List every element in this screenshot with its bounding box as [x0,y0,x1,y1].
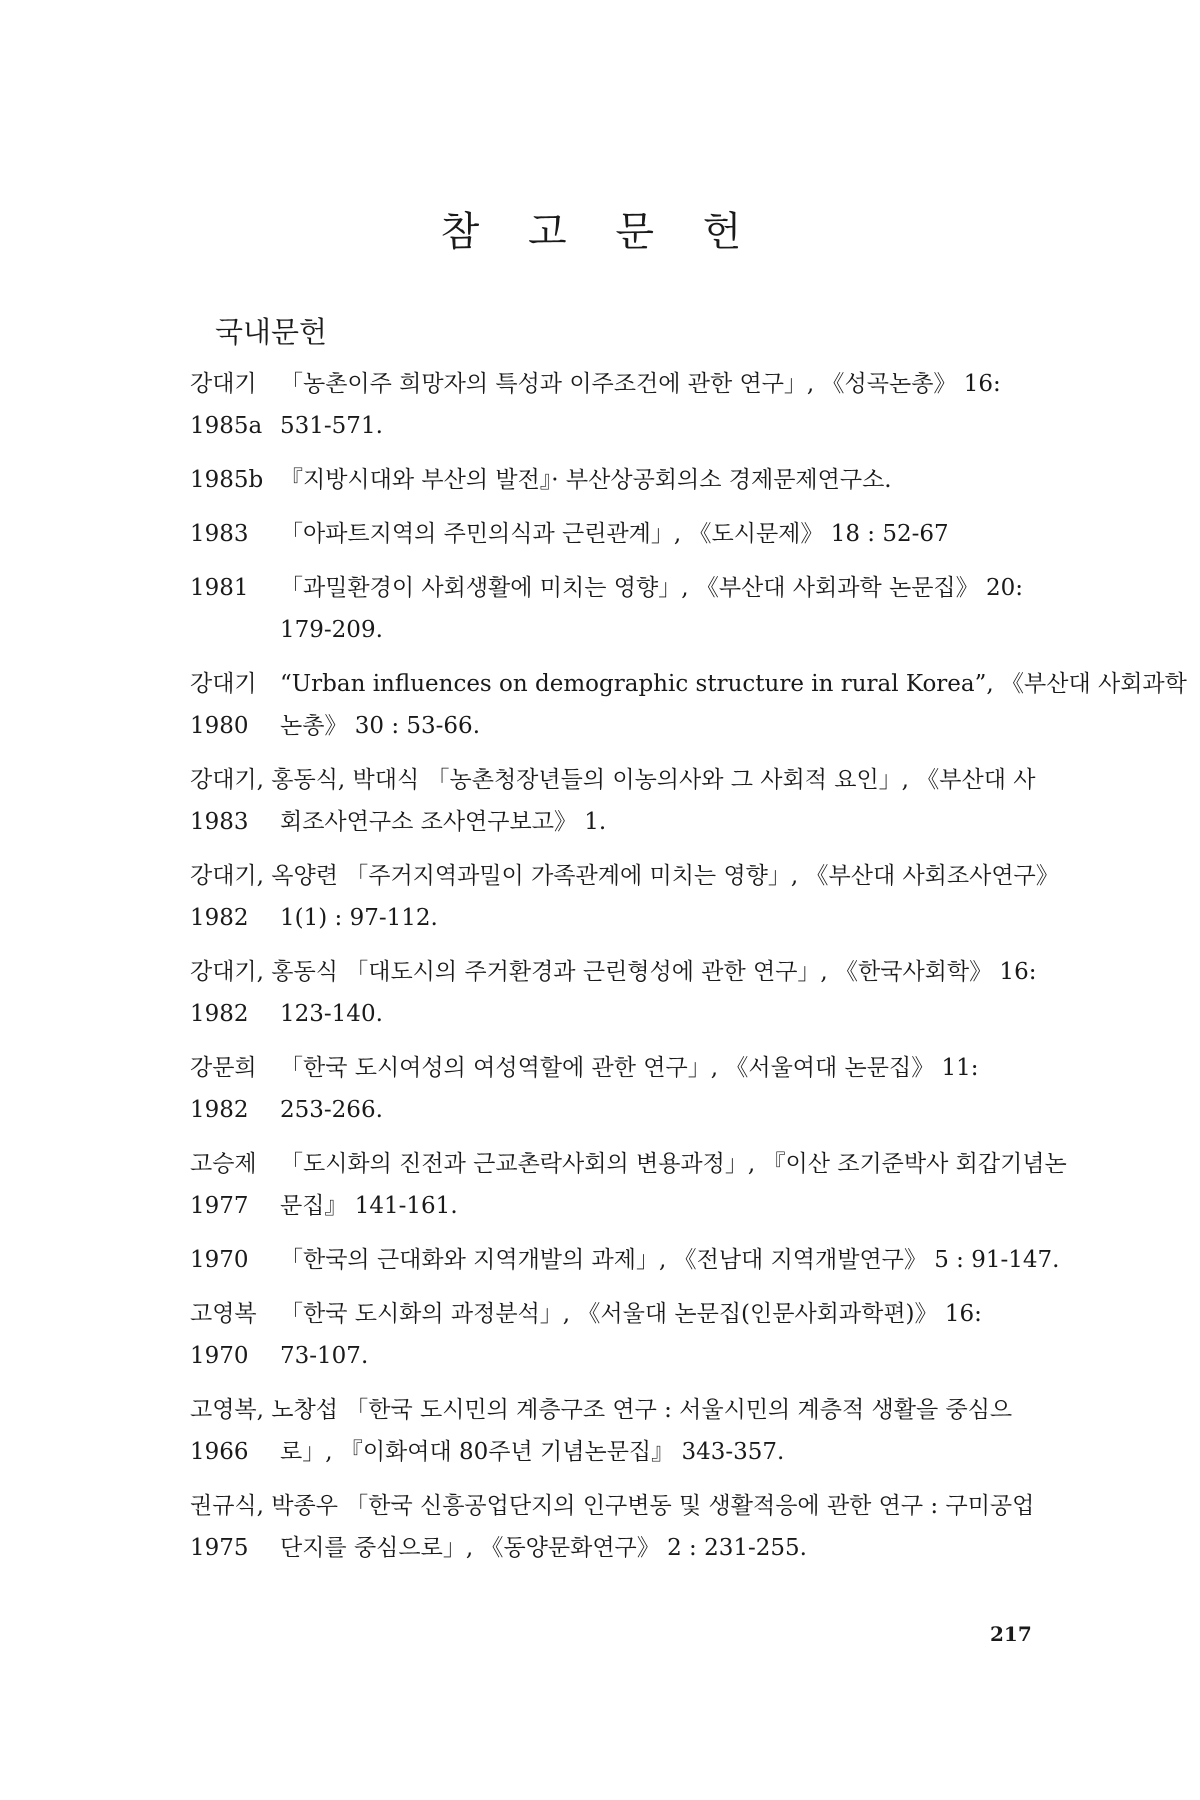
reference-line [190,513,1060,555]
reference-citation: 「한국 도시여성의 여성역할에 관한 연구」, 《서울여대 논문집》 11: [280,1055,979,1081]
reference-line [190,1143,1067,1185]
reference-author-year: 1980 [190,713,249,739]
reference-line [190,993,1060,1035]
reference-line [190,1431,1060,1473]
reference-text: 강대기, 옥양련 「주거지역과밀이 가족관계에 미치는 영향」, 《부산대 사회조사연구》 [190,863,1059,889]
reference-author-year: 1983 [190,521,249,547]
reference-author-year: 1977 [190,1193,249,1219]
reference-citation: 문집』 141-161. [280,1193,458,1219]
reference-entry [190,1239,1060,1281]
reference-line [190,855,1060,897]
reference-line [190,567,1060,609]
reference-citation: 『지방시대와 부산의 발전』· 부산상공회의소 경제문제연구소. [280,467,892,493]
reference-line [190,951,1060,993]
reference-entry [190,1485,1060,1569]
reference-text: 강대기, 홍동식 「대도시의 주거환경과 근린형성에 관한 연구」, 《한국사회학》 16: [190,959,1037,985]
reference-line [190,1389,1060,1431]
reference-citation: 회조사연구소 조사연구보고》 1. [280,809,607,835]
reference-citation: 123-140. [280,1001,383,1027]
reference-entry [190,513,1060,555]
reference-line [190,1239,1060,1281]
reference-entry [190,1143,1067,1227]
page-number: 217 [990,1622,1032,1646]
page-title: 참 고 문 헌 [440,209,760,255]
reference-citation: 「한국의 근대화와 지역개발의 과제」, 《전남대 지역개발연구》 5 : 91-147. [280,1247,1060,1273]
reference-author-year: 1970 [190,1247,249,1273]
reference-author-year: 강대기 [190,371,257,397]
reference-entry [190,567,1060,651]
reference-text: 고영복, 노창섭 「한국 도시민의 계층구조 연구 : 서울시민의 계층적 생활을 중심으 [190,1397,1013,1423]
reference-citation: “Urban influences on demographic structure in rural Korea”, 《부산대 사회과학 [280,671,1187,697]
reference-entry [190,1293,1060,1377]
reference-author-year: 강대기 [190,671,257,697]
reference-list [190,363,1187,1581]
reference-line [190,759,1060,801]
reference-citation: 179-209. [280,617,383,643]
reference-line [190,1089,1060,1131]
reference-line [190,459,1060,501]
reference-entry [190,1389,1060,1473]
reference-citation: 「한국 도시화의 과정분석」, 《서울대 논문집(인문사회과학편)》 16: [280,1301,982,1327]
reference-line [190,663,1187,705]
reference-author-year: 고승제 [190,1151,257,1177]
reference-author-year: 1985a [190,413,263,439]
reference-line [190,1293,1060,1335]
reference-line [190,897,1060,939]
reference-line [190,405,1060,447]
reference-author-year [190,609,280,651]
reference-entry [190,951,1060,1035]
reference-author-year: 강문희 [190,1055,257,1081]
reference-citation: 253-266. [280,1097,383,1123]
reference-line [190,1185,1067,1227]
reference-line [190,1527,1060,1569]
reference-citation: 73-107. [280,1343,369,1369]
reference-line [190,609,1060,651]
reference-citation: 531-571. [280,413,383,439]
reference-entry [190,363,1060,447]
reference-author-year: 1975 [190,1535,249,1561]
reference-citation: 단지를 중심으로」, 《동양문화연구》 2 : 231-255. [280,1535,807,1561]
reference-citation: 로」, 『이화여대 80주년 기념논문집』 343-357. [280,1439,785,1465]
reference-citation: 「아파트지역의 주민의식과 근린관계」, 《도시문제》 18 : 52-67 [280,521,949,547]
reference-entry [190,855,1060,939]
reference-author-year: 1981 [190,575,249,601]
reference-text: 강대기, 홍동식, 박대식 「농촌청장년들의 이농의사와 그 사회적 요인」, 《부산대 사 [190,767,1036,793]
section-heading: 국내문헌 [215,315,328,349]
reference-line [190,363,1060,405]
reference-entry [190,759,1060,843]
reference-line [190,1047,1060,1089]
reference-line [190,1485,1060,1527]
reference-author-year: 1985b [190,467,264,493]
reference-citation: 논총》 30 : 53-66. [280,713,481,739]
reference-line [190,1335,1060,1377]
reference-author-year: 고영복 [190,1301,257,1327]
reference-entry [190,459,1060,501]
reference-citation: 「농촌이주 희망자의 특성과 이주조건에 관한 연구」, 《성곡논총》 16: [280,371,1001,397]
reference-author-year: 1982 [190,1001,249,1027]
reference-line [190,801,1060,843]
reference-citation: 1(1) : 97-112. [280,905,438,931]
reference-entry [190,663,1187,747]
reference-text: 권규식, 박종우 「한국 신흥공업단지의 인구변동 및 생활적응에 관한 연구 : 구미공업 [190,1493,1035,1519]
reference-citation: 「도시화의 진전과 근교촌락사회의 변용과정」, 『이산 조기준박사 회갑기념논 [280,1151,1067,1177]
reference-citation: 「과밀환경이 사회생활에 미치는 영향」, 《부산대 사회과학 논문집》 20: [280,575,1023,601]
reference-author-year: 1982 [190,1097,249,1123]
reference-line [190,705,1187,747]
reference-entry [190,1047,1060,1131]
reference-author-year: 1983 [190,809,249,835]
reference-author-year: 1970 [190,1343,249,1369]
reference-author-year: 1966 [190,1439,249,1465]
reference-author-year: 1982 [190,905,249,931]
